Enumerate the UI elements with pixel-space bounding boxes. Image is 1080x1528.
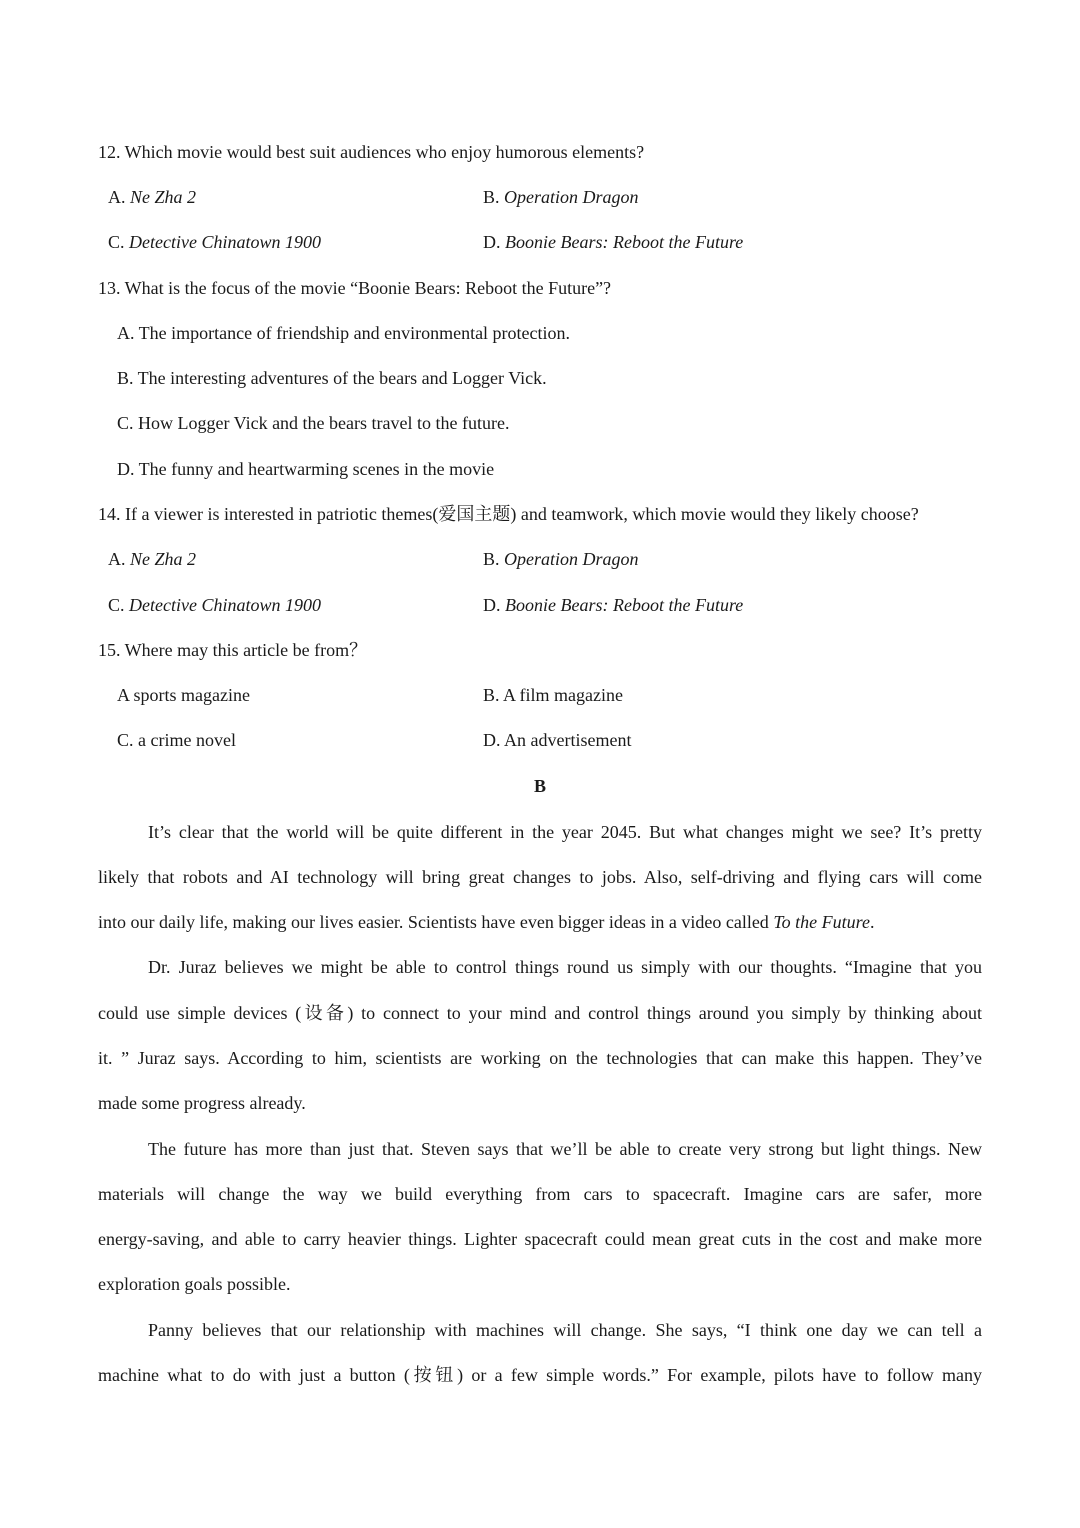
question-12-prompt: 12. Which movie would best suit audiences who enjoy humorous elements? [98, 142, 645, 162]
passage-paragraph-2-line-3: it. ” Juraz says. According to him, scientists are working on the technologies that can make this happen. They’ve [98, 1048, 982, 1068]
question-15-option-d: D. An advertisement [483, 730, 632, 750]
question-15-prompt: 15. Where may this article be from？ [98, 640, 368, 660]
question-12-option-d: D. Boonie Bears: Reboot the Future [483, 232, 744, 252]
passage-paragraph-2-line-2: could use simple devices (设备) to connect to your mind and control things around you simply by thinking about [98, 1003, 982, 1023]
question-14-option-b: B. Operation Dragon [483, 549, 639, 569]
question-14-option-d: D. Boonie Bears: Reboot the Future [483, 595, 744, 615]
passage-paragraph-3-line-2: materials will change the way we build everything from cars to spacecraft. Imagine cars are safer, more [98, 1184, 982, 1204]
passage-paragraph-4-line-2: machine what to do with just a button (按钮) or a few simple words.” For example, pilots have to follow many [98, 1365, 982, 1385]
question-13-option-d: D. The funny and heartwarming scenes in the movie [117, 459, 495, 479]
question-12-option-a: A. Ne Zha 2 [108, 187, 197, 207]
question-12-option-c: C. Detective Chinatown 1900 [108, 232, 321, 252]
question-13-option-b: B. The interesting adventures of the bears and Logger Vick. [117, 368, 547, 388]
passage-paragraph-1-line-3: into our daily life, making our lives easier. Scientists have even bigger ideas in a video called To the Future. [98, 912, 875, 932]
passage-paragraph-3-line-4: exploration goals possible. [98, 1274, 291, 1294]
passage-paragraph-4-line-1: Panny believes that our relationship with machines will change. She says, “I think one day we can tell a [148, 1320, 982, 1340]
section-b-heading: B [533, 776, 546, 796]
question-15-option-a: A sports magazine [117, 685, 250, 705]
video-title: To the Future [773, 912, 870, 932]
question-14-option-a: A. Ne Zha 2 [108, 549, 197, 569]
question-15-option-b: B. A film magazine [483, 685, 623, 705]
question-14-option-c: C. Detective Chinatown 1900 [108, 595, 321, 615]
question-14-prompt: 14. If a viewer is interested in patriotic themes(爱国主题) and teamwork, which movie would they likely choose? [98, 504, 919, 524]
passage-paragraph-1-line-1: It’s clear that the world will be quite different in the year 2045. But what changes might we see? It’s pretty [148, 822, 982, 842]
passage-paragraph-3-line-1: The future has more than just that. Steven says that we’ll be able to create very strong but light things. New [148, 1139, 982, 1159]
question-13-prompt: 13. What is the focus of the movie “Boonie Bears: Reboot the Future”? [98, 278, 612, 298]
passage-paragraph-2-line-1: Dr. Juraz believes we might be able to control things round us simply with our thoughts. “Imagine that you [148, 957, 982, 977]
question-15-option-c: C. a crime novel [117, 730, 236, 750]
question-13-option-a: A. The importance of friendship and environmental protection. [117, 323, 571, 343]
passage-paragraph-1-line-2: likely that robots and AI technology will bring great changes to jobs. Also, self-driving and flying cars will come [98, 867, 982, 887]
question-13-option-c: C. How Logger Vick and the bears travel to the future. [117, 413, 510, 433]
passage-paragraph-3-line-3: energy-saving, and able to carry heavier things. Lighter spacecraft could mean great cuts in the cost and make more [98, 1229, 982, 1249]
passage-paragraph-2-line-4: made some progress already. [98, 1093, 306, 1113]
question-12-option-b: B. Operation Dragon [483, 187, 639, 207]
